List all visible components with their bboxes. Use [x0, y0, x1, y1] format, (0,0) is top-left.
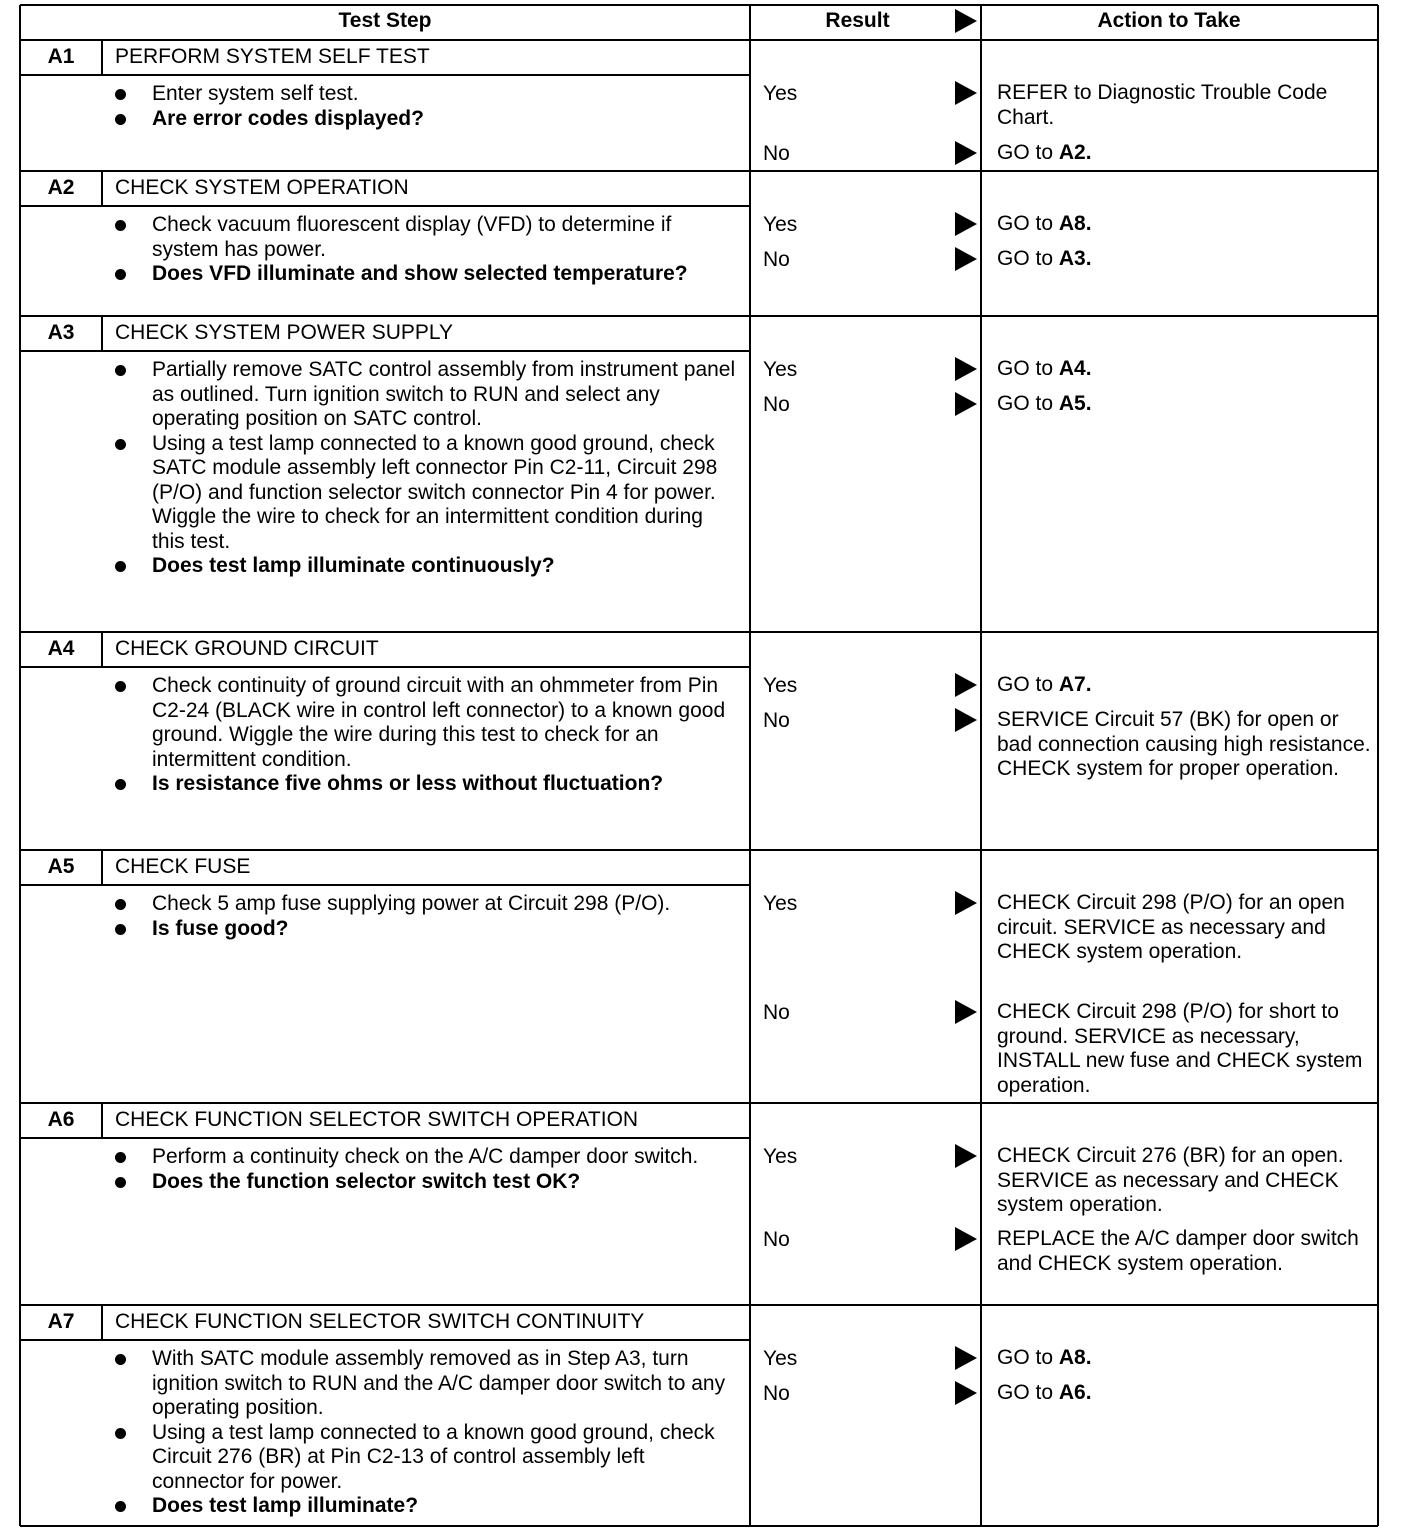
step-id: A2	[47, 176, 75, 199]
action-text	[997, 708, 1373, 782]
bullet-text: Is resistance five ohms or less without fluctuation?	[152, 772, 664, 795]
step-instruction	[110, 1421, 740, 1495]
step-question	[110, 1494, 740, 1519]
action-text	[997, 212, 1373, 237]
bullet-icon	[115, 1501, 126, 1512]
arrow-right-icon	[955, 357, 977, 381]
result-no: No	[763, 393, 790, 416]
arrow-right-icon	[955, 247, 977, 271]
bullet-text: Does VFD illuminate and show selected temperature?	[152, 262, 688, 285]
result-yes: Yes	[763, 82, 798, 105]
step-instruction	[110, 892, 740, 917]
result-yes: Yes	[763, 213, 798, 236]
result-yes: Yes	[763, 674, 798, 697]
action-instruction: GO to	[997, 247, 1059, 270]
goto-step-link[interactable]: A2.	[1058, 141, 1092, 164]
step-id: A6	[47, 1108, 75, 1131]
action-text	[997, 141, 1373, 166]
bullet-icon	[115, 681, 126, 692]
bullet-text: Does test lamp illuminate?	[152, 1494, 419, 1517]
arrow-right-icon	[955, 1144, 977, 1168]
bullet-text: Are error codes displayed?	[152, 106, 424, 130]
step-id: A1	[47, 45, 75, 68]
step-instruction	[110, 358, 740, 432]
step-title: CHECK SYSTEM OPERATION	[115, 176, 409, 199]
bullet-icon	[115, 269, 126, 280]
step-id: A5	[47, 855, 75, 878]
step-bullets	[110, 674, 740, 797]
header-action: Action to Take	[1097, 9, 1241, 32]
step-id: A3	[47, 321, 75, 344]
result-no: No	[763, 1001, 790, 1024]
bullet-text: Using a test lamp connected to a known good ground, check SATC module assembly left connector Pin C2-11, Circuit 298 (P/O) and function selector switch connector Pin 4 for power. Wiggle the wire to check for an intermittent condition during this test.	[152, 431, 718, 553]
step-question	[110, 554, 740, 579]
arrow-right-icon	[955, 1346, 977, 1370]
bullet-icon	[115, 1354, 126, 1365]
result-no: No	[763, 248, 790, 271]
bullet-icon	[115, 779, 126, 790]
result-no: No	[763, 1228, 790, 1251]
arrow-right-icon	[955, 1000, 977, 1024]
action-text	[997, 392, 1373, 417]
bullet-text: Check 5 amp fuse supplying power at Circuit 298 (P/O).	[152, 892, 671, 915]
header-result: Result	[825, 9, 890, 32]
result-yes: Yes	[763, 358, 798, 381]
action-text	[997, 673, 1373, 698]
bullet-icon	[115, 561, 126, 572]
bullet-text: Does test lamp illuminate continuously?	[152, 554, 555, 577]
step-title: CHECK FUSE	[115, 855, 251, 878]
step-question	[110, 917, 740, 942]
step-bullets	[110, 213, 740, 287]
header-test-step: Test Step	[338, 9, 432, 32]
arrow-right-icon	[955, 891, 977, 915]
step-instruction	[110, 674, 740, 772]
action-instruction: GO to	[997, 1346, 1059, 1369]
bullet-icon	[115, 924, 126, 935]
step-title: CHECK FUNCTION SELECTOR SWITCH OPERATION	[115, 1108, 639, 1131]
bullet-text: Perform a continuity check on the A/C damper door switch.	[152, 1145, 699, 1168]
step-bullets	[110, 358, 740, 579]
action-text	[997, 1000, 1373, 1098]
arrow-right-icon	[955, 212, 977, 236]
step-title: CHECK FUNCTION SELECTOR SWITCH CONTINUITY	[115, 1310, 645, 1333]
arrow-right-icon	[955, 81, 977, 105]
arrow-right-icon	[955, 1227, 977, 1251]
goto-step-link[interactable]: A5.	[1058, 392, 1092, 415]
goto-step-link[interactable]: A8.	[1058, 212, 1092, 235]
action-instruction: GO to	[997, 392, 1059, 415]
goto-step-link[interactable]: A3.	[1058, 247, 1092, 270]
bullet-text: With SATC module assembly removed as in Step A3, turn ignition switch to RUN and the A/C damper door switch to any operating position.	[152, 1347, 726, 1419]
action-instruction: GO to	[997, 1381, 1059, 1404]
bullet-icon	[115, 89, 126, 100]
action-instruction: SERVICE Circuit 57 (BK) for open or bad connection causing high resistance. CHECK system for proper operation.	[997, 708, 1371, 780]
step-id: A4	[47, 637, 75, 660]
action-instruction: CHECK Circuit 298 (P/O) for an open circuit. SERVICE as necessary and CHECK system operation.	[997, 891, 1345, 963]
bullet-icon	[115, 1428, 126, 1439]
step-question	[110, 262, 740, 287]
result-yes: Yes	[763, 1347, 798, 1370]
result-no: No	[763, 709, 790, 732]
bullet-text: Check continuity of ground circuit with an ohmmeter from Pin C2-24 (BLACK wire in control left connector) to a known good ground. Wiggle the wire during this test to check for an intermittent condition.	[152, 674, 726, 771]
step-bullets	[110, 892, 740, 941]
goto-step-link[interactable]: A7.	[1058, 673, 1092, 696]
action-text	[997, 1227, 1373, 1276]
result-yes: Yes	[763, 892, 798, 915]
step-bullets	[110, 1145, 740, 1194]
result-yes: Yes	[763, 1145, 798, 1168]
action-instruction: GO to	[997, 357, 1059, 380]
action-text	[997, 81, 1373, 130]
bullet-text: Does the function selector switch test OK?	[152, 1169, 581, 1193]
step-bullets	[110, 1347, 740, 1519]
action-instruction: GO to	[997, 212, 1059, 235]
step-question	[110, 772, 740, 797]
bullet-icon	[115, 899, 126, 910]
action-instruction: GO to	[997, 141, 1059, 164]
step-instruction	[110, 432, 740, 555]
arrow-right-icon	[955, 141, 977, 165]
step-question	[110, 1170, 740, 1195]
action-text	[997, 357, 1373, 382]
action-text	[997, 1381, 1373, 1406]
action-instruction: CHECK Circuit 276 (BR) for an open. SERVICE as necessary and CHECK system operation.	[997, 1144, 1344, 1216]
action-text	[997, 891, 1373, 965]
goto-step-link[interactable]: A4.	[1058, 357, 1092, 380]
arrow-right-icon	[955, 1381, 977, 1405]
bullet-text: Using a test lamp connected to a known good ground, check Circuit 276 (BR) at Pin C2-13 of control assembly left connector for power.	[152, 1420, 715, 1493]
action-text	[997, 247, 1373, 272]
step-instruction	[110, 213, 740, 262]
header-arrow-icon	[955, 9, 977, 33]
action-instruction: REFER to Diagnostic Trouble Code Chart.	[997, 81, 1328, 129]
bullet-icon	[115, 365, 126, 376]
goto-step-link[interactable]: A8.	[1058, 1346, 1092, 1369]
step-id: A7	[47, 1310, 75, 1333]
bullet-text: Is fuse good?	[152, 916, 289, 940]
step-bullets	[110, 82, 740, 131]
goto-step-link[interactable]: A6.	[1058, 1381, 1092, 1404]
bullet-text: Check vacuum fluorescent display (VFD) to determine if system has power.	[152, 213, 672, 261]
bullet-icon	[115, 1177, 126, 1188]
step-title: PERFORM SYSTEM SELF TEST	[115, 45, 430, 68]
action-instruction: REPLACE the A/C damper door switch and CHECK system operation.	[997, 1227, 1359, 1275]
action-text	[997, 1346, 1373, 1371]
bullet-text: Enter system self test.	[152, 82, 359, 105]
bullet-icon	[115, 114, 126, 125]
step-title: CHECK SYSTEM POWER SUPPLY	[115, 321, 454, 344]
bullet-text: Partially remove SATC control assembly from instrument panel as outlined. Turn ignition switch to RUN and select any operating position on SATC control.	[152, 358, 736, 430]
arrow-right-icon	[955, 392, 977, 416]
step-instruction	[110, 1347, 740, 1421]
arrow-right-icon	[955, 708, 977, 732]
step-instruction	[110, 82, 740, 107]
bullet-icon	[115, 220, 126, 231]
arrow-right-icon	[955, 673, 977, 697]
action-instruction: CHECK Circuit 298 (P/O) for short to ground. SERVICE as necessary, INSTALL new fuse and CHECK system operation.	[997, 1000, 1363, 1097]
action-text	[997, 1144, 1373, 1218]
result-no: No	[763, 1382, 790, 1405]
bullet-icon	[115, 439, 126, 450]
step-instruction	[110, 1145, 740, 1170]
step-title: CHECK GROUND CIRCUIT	[115, 637, 379, 660]
bullet-icon	[115, 1152, 126, 1163]
action-instruction: GO to	[997, 673, 1059, 696]
step-question	[110, 107, 740, 132]
result-no: No	[763, 142, 790, 165]
